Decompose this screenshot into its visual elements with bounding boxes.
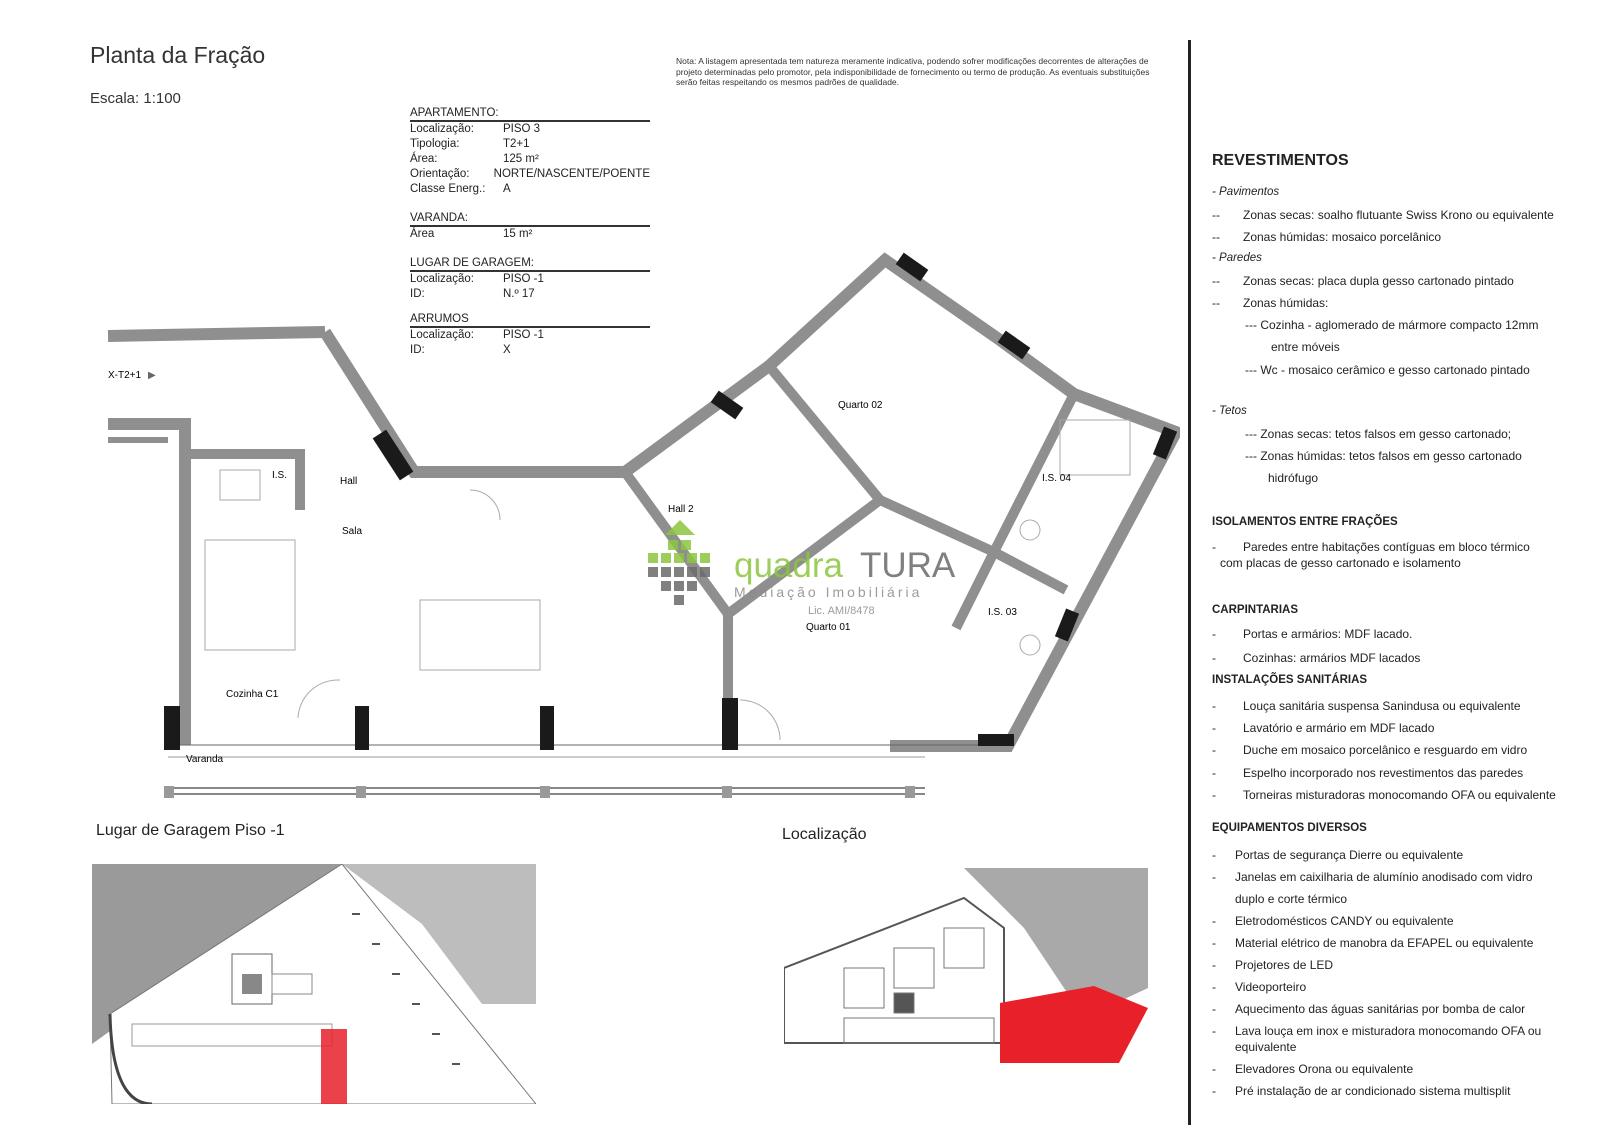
room-label-quarto02: Quarto 02: [838, 400, 883, 411]
apartment-heading: APARTAMENTO:: [410, 107, 650, 122]
garage-highlight: [321, 1029, 347, 1104]
spec-item: Cozinhas: armários MDF lacados: [1243, 651, 1421, 665]
sanitarias-heading: INSTALAÇÕES SANITÁRIAS: [1212, 674, 1368, 686]
spec-item: Videoporteiro: [1235, 980, 1307, 994]
scale-label: Escala: 1:100: [90, 90, 181, 107]
bullet-dash: -: [1212, 1002, 1216, 1016]
door-swing: [298, 680, 340, 718]
disclaimer-note: Nota: A listagem apresentada tem natureza meramente indicativa, podendo sofrer modificações decorrentes de alterações de projeto determinadas pelo promotor, pela indisponibilidade de fornecimento ou termo de produção. As eventuais substituições serão feitas respeitando os mesmos padrões de qualidade.: [676, 56, 1150, 87]
bullet-dash: -: [1212, 651, 1216, 665]
spec-item: Duche em mosaico porcelânico e resguardo em vidro: [1243, 743, 1528, 757]
wall: [185, 454, 300, 510]
spec-item: Zonas secas: placa dupla gesso cartonado pintado: [1243, 274, 1514, 288]
bullet-dash: -: [1212, 914, 1216, 928]
bullet-dash: -: [1212, 743, 1216, 757]
door-swing: [740, 700, 780, 740]
room-label-quarto01: Quarto 01: [806, 622, 851, 633]
room-label-is03: I.S. 03: [988, 607, 1017, 618]
wall: [108, 424, 185, 745]
room-label-sala: Sala: [342, 526, 363, 537]
specs-panel: [1212, 0, 1592, 1131]
wall: [108, 332, 325, 336]
watermark-blocks: [648, 567, 710, 605]
rail-post: [164, 786, 174, 798]
logo-block: [674, 581, 684, 591]
bullet-dash: -: [1212, 958, 1216, 972]
bullet-dash: -: [1212, 980, 1216, 994]
isolamentos-heading: ISOLAMENTOS ENTRE FRAÇÕES: [1212, 516, 1398, 528]
logo-block: [687, 553, 697, 563]
bullet-dash: -: [1212, 936, 1216, 950]
info-row: Localização: PISO -1: [410, 273, 544, 285]
bullet-dash: -: [1212, 788, 1216, 802]
spec-item: Espelho incorporado nos revestimentos das paredes: [1243, 766, 1524, 780]
carpintarias-heading: CARPINTARIAS: [1212, 604, 1299, 616]
arrumos-heading: ARRUMOS: [410, 313, 650, 328]
window-post: [978, 734, 1014, 746]
bullet-dash: --: [1212, 208, 1220, 222]
info-row: ID: X: [410, 344, 511, 356]
spec-item: Zonas húmidas: mosaico porcelânico: [1243, 230, 1442, 244]
garage-plan: [92, 864, 536, 1104]
spec-item: equivalente: [1235, 1040, 1297, 1054]
info-row: Classe Energ.: A: [410, 183, 511, 195]
logo-block: [700, 553, 710, 563]
rail-post: [540, 786, 550, 798]
logo-block: [668, 540, 678, 550]
spec-item: Material elétrico de manobra da EFAPEL ou equivalente: [1235, 936, 1534, 950]
entry-label: X-T2+1: [108, 370, 142, 381]
varanda-heading: VARANDA:: [410, 212, 650, 227]
spec-item: Zonas húmidas:: [1243, 296, 1329, 310]
page-title: Planta da Fração: [90, 42, 266, 68]
specs-title: REVESTIMENTOS: [1212, 152, 1349, 169]
location-caption: Localização: [782, 826, 867, 843]
watermark-tagline: Mediação Imobiliária: [734, 584, 923, 600]
bullet-dash: -: [1212, 721, 1216, 735]
watermark-license: Lic. AMI/8478: [808, 605, 875, 617]
room-label-hall: Hall: [340, 476, 358, 487]
window-post: [540, 706, 554, 750]
tetos-heading: - Tetos: [1212, 405, 1247, 417]
equipamentos-heading: EQUIPAMENTOS DIVERSOS: [1212, 822, 1367, 834]
room-label-hall2: Hall 2: [668, 504, 694, 515]
logo-block: [648, 553, 658, 563]
bullet-dash: -: [1212, 1084, 1216, 1098]
bullet-dash: -: [1212, 766, 1216, 780]
bullet-dash: -: [1212, 627, 1216, 641]
bullet-dash: --: [1212, 296, 1220, 310]
spec-item: Aquecimento das águas sanitárias por bomba de calor: [1235, 1002, 1526, 1016]
info-row: Localização: PISO -1: [410, 329, 544, 341]
elevator: [242, 974, 262, 994]
spec-item: Elevadores Orona ou equivalente: [1235, 1062, 1414, 1076]
spec-item: com placas de gesso cartonado e isolamento: [1220, 556, 1461, 570]
rail-post: [722, 786, 732, 798]
bullet-dash: -: [1212, 699, 1216, 713]
spec-item: --- Cozinha - aglomerado de mármore compacto 12mm: [1245, 318, 1539, 332]
logo-block: [674, 595, 684, 605]
wall: [325, 260, 1176, 746]
pavimentos-heading: - Pavimentos: [1212, 186, 1280, 198]
spec-item: Torneiras misturadoras monocomando OFA ou equivalente: [1243, 788, 1556, 802]
logo-block: [661, 553, 671, 563]
bullet-dash: -: [1212, 540, 1216, 554]
watermark-brand-b: TURA: [860, 546, 956, 585]
logo-block: [661, 567, 671, 577]
garagem-heading: LUGAR DE GARAGEM:: [410, 257, 650, 272]
info-row: Área 15 m²: [410, 228, 533, 240]
spec-item: Portas de segurança Dierre ou equivalente: [1235, 848, 1464, 862]
logo-block: [674, 553, 684, 563]
watermark: [648, 520, 956, 617]
window-post: [164, 706, 180, 750]
spec-item: --- Zonas húmidas: tetos falsos em gesso cartonado: [1245, 449, 1522, 463]
logo-block: [700, 567, 710, 577]
spec-item: Pré instalação de ar condicionado sistema multisplit: [1235, 1084, 1511, 1098]
spec-item: Lava louça em inox e misturadora monocomando OFA ou: [1235, 1024, 1542, 1038]
location-plan: [784, 868, 1148, 1092]
room-label-cozinha: Cozinha C1: [226, 689, 279, 700]
spec-item: hidrófugo: [1268, 471, 1319, 485]
kitchen-counter: [205, 540, 295, 650]
logo-block: [687, 581, 697, 591]
shower: [1060, 420, 1130, 475]
info-row: ID: N.º 17: [410, 288, 535, 300]
spec-item: --- Wc - mosaico cerâmico e gesso cartonado pintado: [1245, 363, 1530, 377]
logo-block: [681, 540, 691, 550]
bullet-dash: -: [1212, 1024, 1216, 1038]
room-label-is04: I.S. 04: [1042, 473, 1071, 484]
logo-block: [674, 567, 684, 577]
toilet-03: [1020, 635, 1040, 655]
paredes-heading: - Paredes: [1212, 252, 1262, 264]
spec-item: Portas e armários: MDF lacado.: [1243, 627, 1413, 641]
info-row: Orientação: NORTE/NASCENTE/POENTE: [410, 168, 650, 180]
spec-item: duplo e corte térmico: [1235, 892, 1348, 906]
garage-caption: Lugar de Garagem Piso -1: [96, 822, 285, 839]
logo-block: [687, 567, 697, 577]
spec-item: Louça sanitária suspensa Sanindusa ou equivalente: [1243, 699, 1521, 713]
logo-block: [648, 567, 658, 577]
toilet: [220, 470, 260, 500]
bullet-dash: --: [1212, 230, 1220, 244]
bullet-dash: -: [1212, 848, 1216, 862]
spec-item: --- Zonas secas: tetos falsos em gesso cartonado;: [1245, 427, 1512, 441]
window-post: [355, 706, 369, 750]
rail-post: [356, 786, 366, 798]
room-label-varanda: Varanda: [186, 754, 224, 765]
bullet-dash: -: [1212, 1062, 1216, 1076]
core-block: [894, 993, 914, 1013]
info-row: Área: 125 m²: [410, 153, 539, 165]
info-row: Tipologia: T2+1: [410, 138, 530, 150]
spec-item: Projetores de LED: [1235, 958, 1334, 972]
spec-item: Eletrodomésticos CANDY ou equivalente: [1235, 914, 1454, 928]
watermark-brand-a: quadra: [734, 546, 843, 585]
bullet-dash: -: [1212, 870, 1216, 884]
spec-item: Janelas em caixilharia de alumínio anodisado com vidro: [1235, 870, 1533, 884]
bullet-dash: --: [1212, 274, 1220, 288]
entry-arrow-icon: ▶: [148, 370, 156, 381]
vertical-divider: [1188, 40, 1191, 1125]
spec-item: Lavatório e armário em MDF lacado: [1243, 721, 1435, 735]
window-post: [722, 698, 738, 750]
logo-block: [661, 581, 671, 591]
dining-table: [420, 600, 540, 670]
toilet-04: [1020, 520, 1040, 540]
door-swing: [470, 490, 500, 520]
rail-post: [905, 786, 915, 798]
spec-item: Paredes entre habitações contíguas em bloco térmico: [1243, 540, 1530, 554]
wall: [994, 552, 1066, 590]
room-label-is: I.S.: [272, 470, 288, 481]
info-row: Localização: PISO 3: [410, 123, 541, 135]
spec-item: Zonas secas: soalho flutuante Swiss Krono ou equivalente: [1243, 208, 1554, 222]
spec-item: entre móveis: [1271, 340, 1340, 354]
